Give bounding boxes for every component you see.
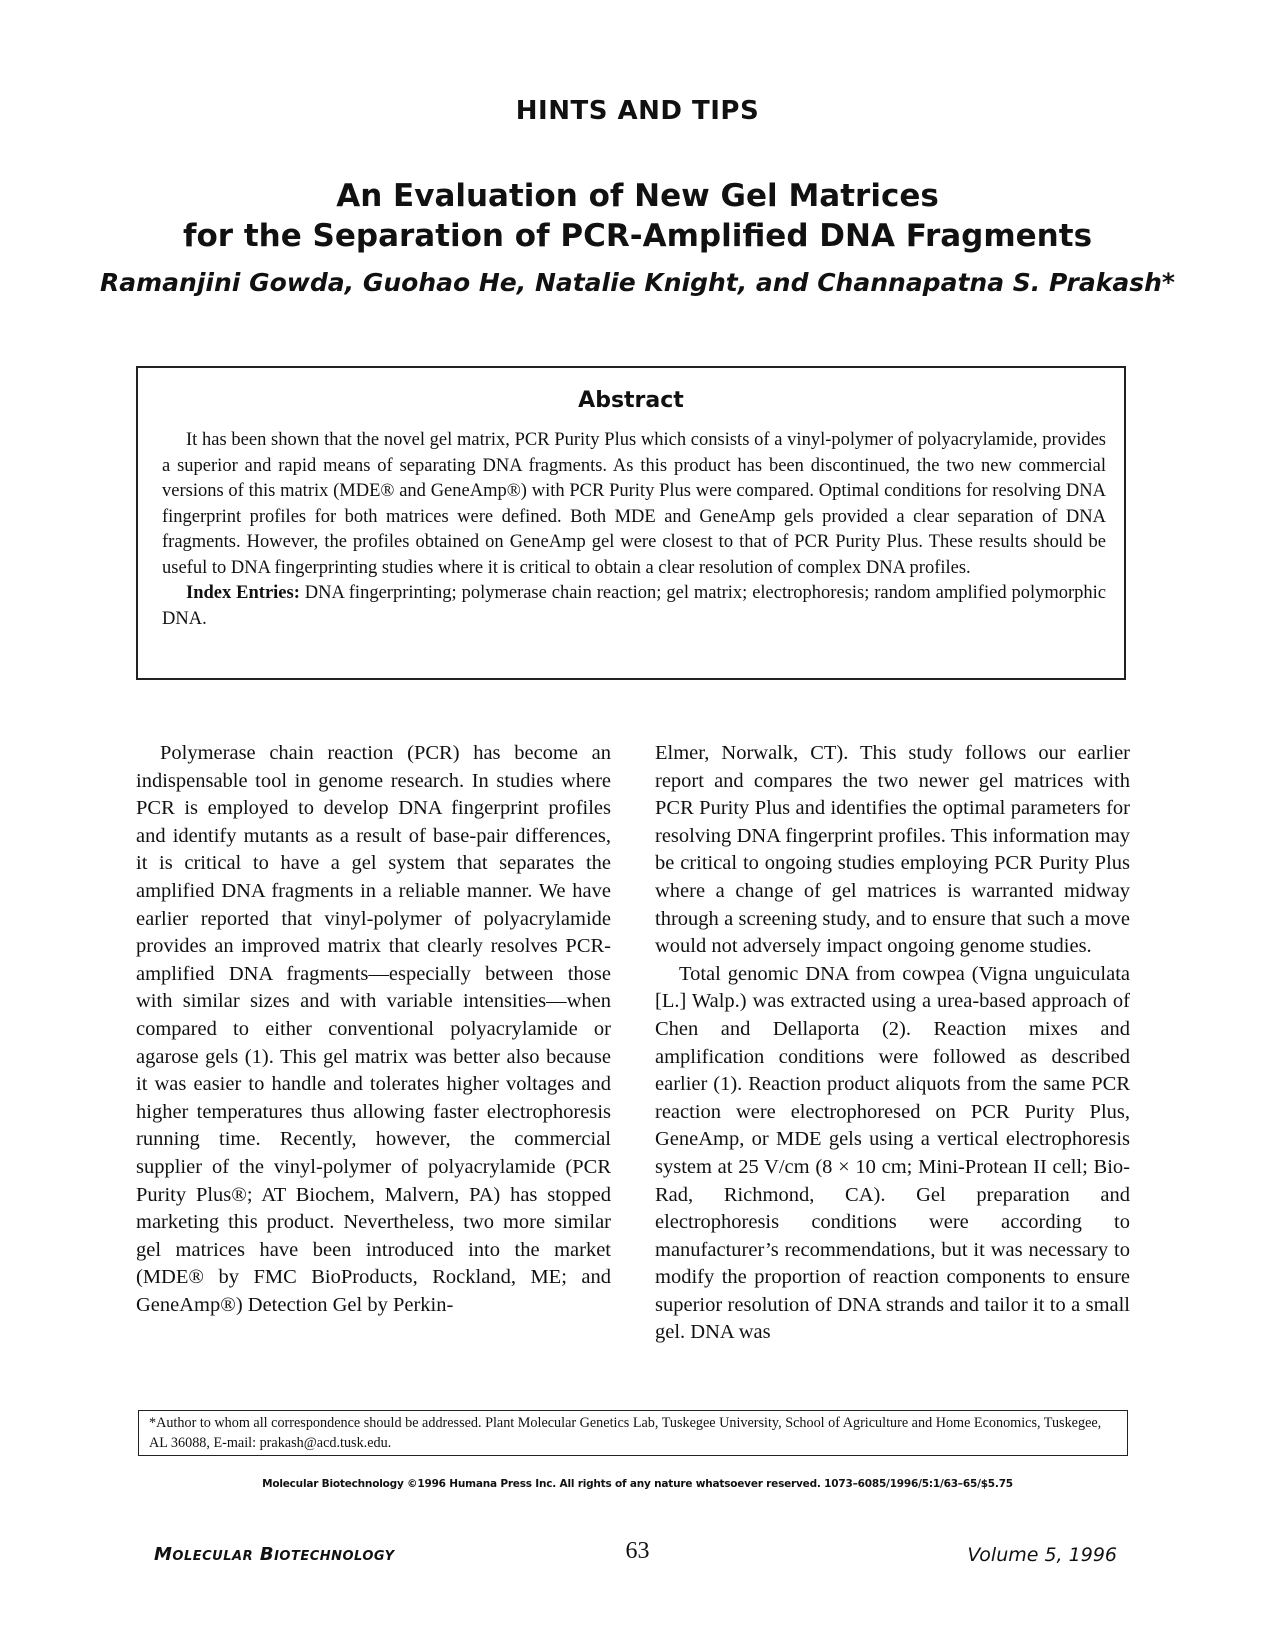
footer-journal-name: Molecular Biotechnology [154, 1544, 395, 1565]
body-column-right [655, 740, 1130, 1347]
index-entries-text: DNA fingerprinting; polymerase chain reaction; gel matrix; electrophoresis; random amplified polymorphic DNA. [162, 583, 1107, 629]
copyright-line: Molecular Biotechnology ©1996 Humana Press Inc. All rights of any nature whatsoever reserved. 1073–6085/1996/5:1/63–65/$5.75 [262, 1478, 1013, 1490]
index-entries [162, 581, 1106, 632]
abstract-body [162, 428, 1106, 632]
article-title [0, 176, 1275, 256]
section-label: HINTS AND TIPS [515, 96, 760, 126]
title-line-2: for the Separation of PCR-Amplified DNA Fragments [182, 218, 1093, 254]
correspondence-footnote: *Author to whom all correspondence should be addressed. Plant Molecular Genetics Lab, Tuskegee University, School of Agriculture and Home Economics, Tuskegee, AL 36088, E-mail: prakash@acd.tusk.edu. [149, 1415, 1102, 1451]
body-column-left [136, 740, 611, 1319]
abstract-box [136, 366, 1126, 680]
footnote-box [138, 1410, 1128, 1456]
body-paragraph-methods: Total genomic DNA from cowpea (Vigna unguiculata [L.] Walp.) was extracted using a urea-based approach of Chen and Dellaporta (2). Reaction mixes and amplification conditions were followed as described earlier (1). Reaction product aliquots from the same PCR reaction were electrophoresed on PCR Purity Plus, GeneAmp, or MDE gels using a vertical electrophoresis system at 25 V/cm (8 × 10 cm; Mini-Protean II cell; Bio-Rad, Richmond, CA). Gel preparation and electrophoresis conditions were according to manufacturer’s recommendations, but it was necessary to modify the proportion of reaction components to ensure superior resolution of DNA strands and tailor it to a small gel. DNA was [655, 962, 1130, 1344]
abstract-heading: Abstract [578, 388, 684, 413]
body-paragraph-continued: Elmer, Norwalk, CT). This study follows our earlier report and compares the two newer gel matrices with PCR Purity Plus and identifies the optimal parameters for resolving DNA fingerprint profiles. This information may be critical to ongoing studies employing PCR Purity Plus where a change of gel matrices is warranted midway through a screening study, and to ensure that such a move would not adversely impact ongoing genome studies. [655, 742, 1130, 958]
body-paragraph: Polymerase chain reaction (PCR) has become an indispensable tool in genome research. In studies where PCR is employed to develop DNA fingerprint profiles and identify mutants as a result of base-pair differences, it is critical to have a gel system that separates the amplified DNA fragments in a reliable manner. We have earlier reported that vinyl-polymer of polyacrylamide provides an improved matrix that clearly resolves PCR-amplified DNA fragments—especially between those with similar sizes and with variable intensities—when compared to either conventional polyacrylamide or agarose gels (1). This gel matrix was better also because it was easier to handle and tolerates higher voltages and higher temperatures thus allowing faster electrophoresis running time. Recently, however, the commercial supplier of the vinyl-polymer of polyacrylamide (PCR Purity Plus®; AT Biochem, Malvern, PA) has stopped marketing this product. Nevertheless, two more similar gel matrices have been introduced into the market (MDE® by FMC BioProducts, Rockland, ME; and GeneAmp®) Detection Gel by Perkin- [136, 742, 611, 1316]
page-number: 63 [625, 1538, 650, 1564]
title-line-1: An Evaluation of New Gel Matrices [336, 178, 939, 214]
author-list: Ramanjini Gowda, Guohao He, Natalie Knight, and Channapatna S. Prakash* [100, 268, 1175, 297]
index-entries-label: Index Entries: [186, 583, 300, 603]
footer-volume: Volume 5, 1996 [967, 1544, 1117, 1566]
abstract-text: It has been shown that the novel gel matrix, PCR Purity Plus which consists of a vinyl-polymer of polyacrylamide, provides a superior and rapid means of separating DNA fragments. As this product has been discontinued, the two new commercial versions of this matrix (MDE® and GeneAmp®) with PCR Purity Plus were compared. Optimal conditions for resolving DNA fingerprint profiles for both matrices were defined. Both MDE and GeneAmp gels provided a clear separation of DNA fragments. However, the profiles obtained on GeneAmp gel were closest to that of PCR Purity Plus. These results should be useful to DNA fingerprinting studies where it is critical to obtain a clear resolution of complex DNA profiles. [162, 430, 1106, 578]
